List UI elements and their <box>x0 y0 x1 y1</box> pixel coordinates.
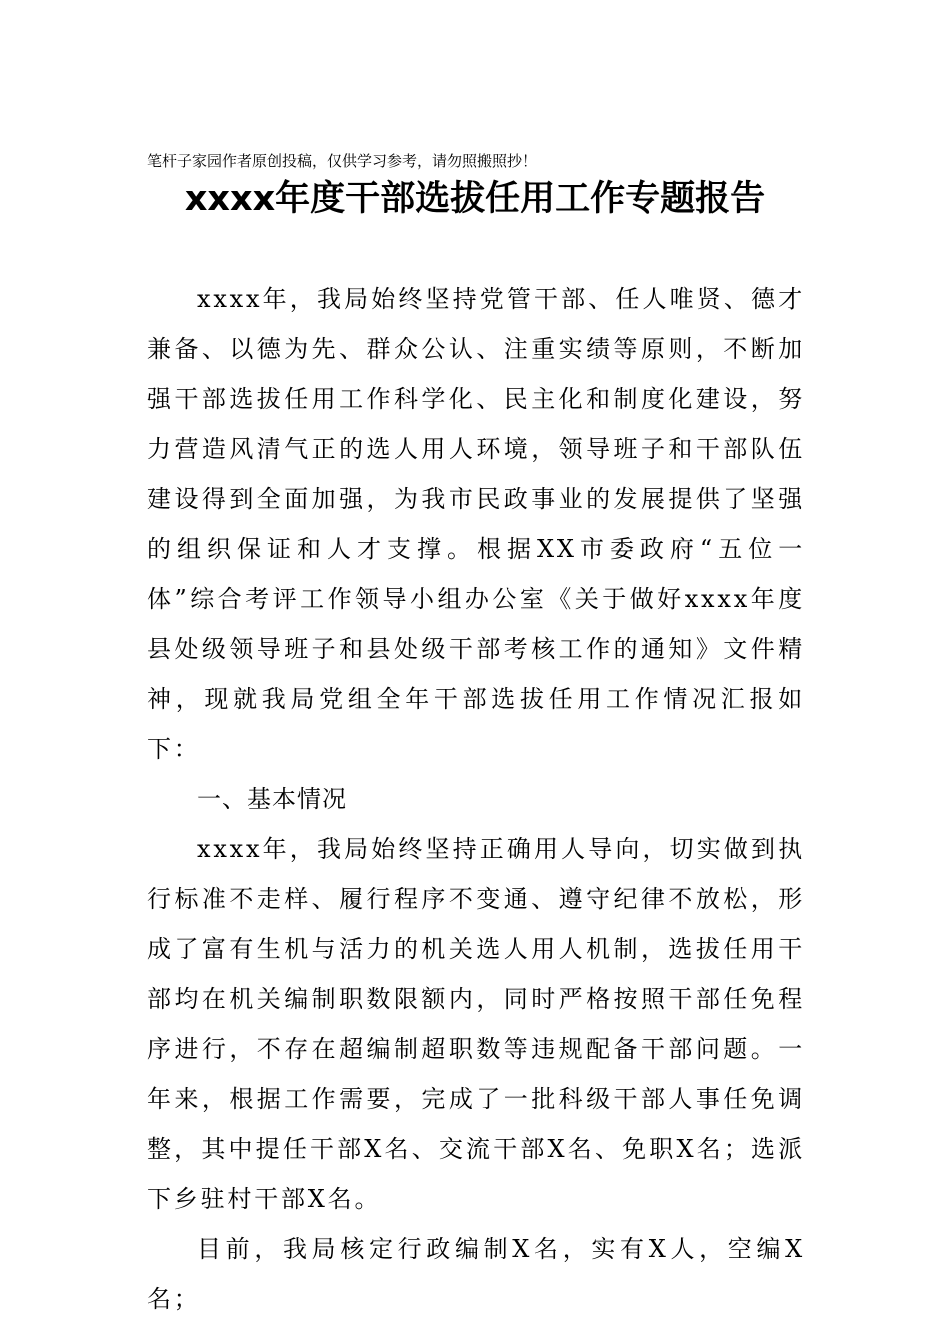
section1-paragraph-2: 目前，我局核定行政编制X名，实有X人，空编X名； <box>147 1235 805 1313</box>
document-title: xxxx年度干部选拔任用工作专题报告 <box>184 179 766 219</box>
intro-paragraph: xxxx年，我局始终坚持党管干部、任人唯贤、德才兼备、以德为先、群众公认、注重实绩等原则，不断加强干部选拔任用工作科学化、民主化和制度化建设，努力营造风清气正的选人用人环境，领导班子和干部队伍建设得到全面加强，为我市民政事业的发展提供了坚强的组织保证和人才支撑。根据XX市委政府“五位一体”综合考评工作领导小组办公室《关于做好xxxx年度县处级领导班子和县处级干部考核工作的通知》文件精神，现就我局党组全年干部选拔任用工作情况汇报如下： <box>147 285 805 763</box>
header-note: 笔杆子家园作者原创投稿，仅供学习参考，请勿照搬照抄！ <box>147 152 538 170</box>
section-heading-basic-situation: 一、基本情况 <box>197 785 347 813</box>
document-body <box>147 274 805 1324</box>
section1-paragraph-1: xxxx年，我局始终坚持正确用人导向，切实做到执行标准不走样、履行程序不变通、遵守纪律不放松，形成了富有生机与活力的机关选人用人机制，选拔任用干部均在机关编制职数限额内，同时严格按照干部任免程序进行，不存在超编制超职数等违规配备干部问题。一年来，根据工作需要，完成了一批科级干部人事任免调整，其中提任干部X名、交流干部X名、免职X名；选派下乡驻村干部X名。 <box>147 835 805 1213</box>
